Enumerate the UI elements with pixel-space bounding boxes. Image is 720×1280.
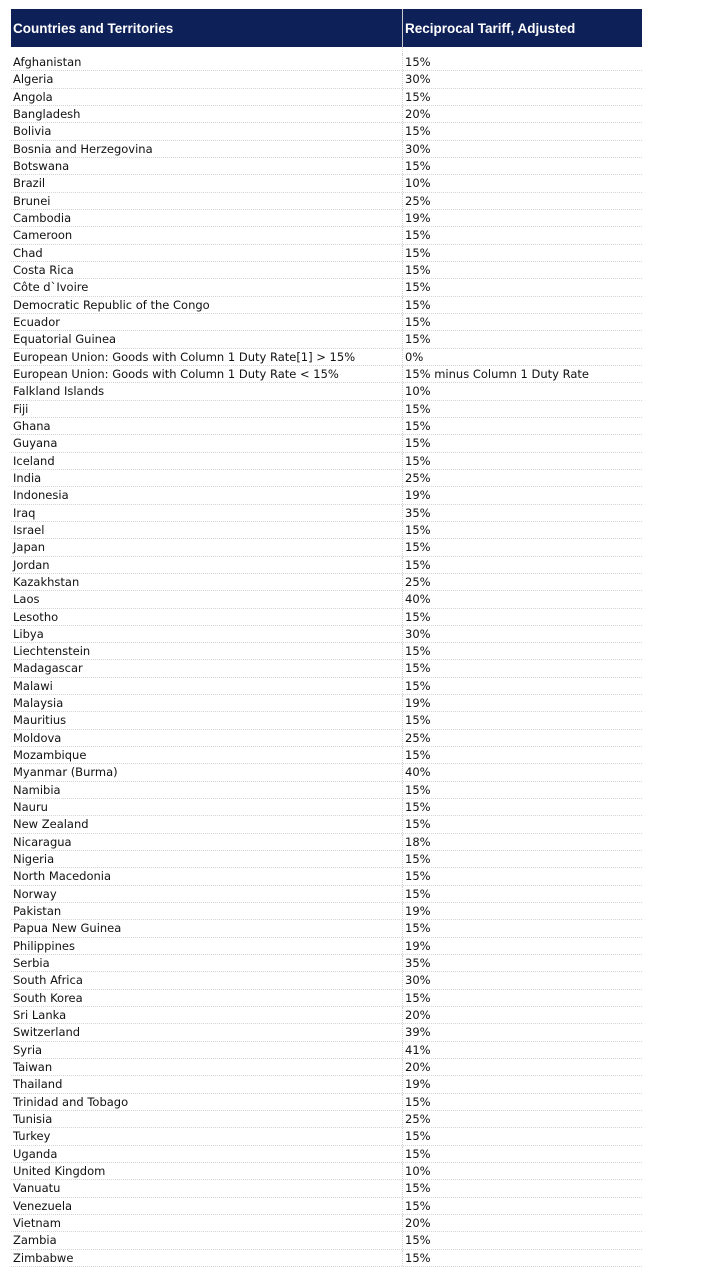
tariff-cell[interactable]: 10% bbox=[405, 384, 431, 399]
tariff-cell[interactable]: 15% bbox=[405, 661, 431, 676]
tariff-cell[interactable]: 15% bbox=[405, 800, 431, 815]
tariff-cell[interactable]: 15% bbox=[405, 990, 431, 1005]
table-row bbox=[11, 799, 642, 816]
table-row bbox=[11, 1250, 642, 1267]
header-tariff[interactable]: Reciprocal Tariff, Adjusted bbox=[405, 20, 576, 36]
tariff-cell[interactable]: 15% bbox=[405, 1250, 431, 1265]
country-cell[interactable]: Namibia bbox=[11, 782, 403, 798]
table-row bbox=[11, 591, 642, 608]
country-cell[interactable]: Nigeria bbox=[11, 851, 403, 867]
table-row bbox=[11, 955, 642, 972]
tariff-cell[interactable]: 15% bbox=[405, 1233, 431, 1248]
tariff-cell[interactable]: 15% bbox=[405, 609, 431, 624]
tariff-cell[interactable]: 20% bbox=[405, 1008, 431, 1023]
tariff-cell[interactable]: 15% bbox=[405, 644, 431, 659]
table-row bbox=[11, 279, 642, 296]
country-cell[interactable]: Côte d`Ivoire bbox=[11, 279, 403, 295]
tariff-cell[interactable]: 25% bbox=[405, 730, 431, 745]
table-row bbox=[11, 314, 642, 331]
country-cell[interactable]: Guyana bbox=[11, 435, 403, 451]
tariff-cell[interactable]: 20% bbox=[405, 1060, 431, 1075]
country-cell[interactable]: Thailand bbox=[11, 1076, 403, 1092]
country-cell[interactable]: Turkey bbox=[11, 1128, 403, 1144]
tariff-cell[interactable]: 10% bbox=[405, 1164, 431, 1178]
table-row bbox=[11, 331, 642, 348]
table-row bbox=[11, 210, 642, 227]
tariff-cell[interactable]: 15% bbox=[405, 262, 431, 277]
tariff-cell[interactable]: 19% bbox=[405, 488, 431, 503]
country-cell[interactable]: Vanuatu bbox=[11, 1180, 403, 1196]
tariff-cell[interactable]: 15% bbox=[405, 1129, 431, 1144]
table-row bbox=[11, 383, 642, 400]
tariff-cell[interactable]: 15% bbox=[405, 713, 431, 728]
tariff-cell[interactable]: 15% bbox=[405, 540, 431, 555]
country-cell[interactable]: Ghana bbox=[11, 418, 403, 434]
tariff-cell[interactable]: 15% bbox=[405, 869, 431, 884]
country-cell[interactable]: Brazil bbox=[11, 175, 403, 191]
country-cell[interactable]: Venezuela bbox=[11, 1198, 403, 1214]
tariff-cell[interactable]: 15% bbox=[405, 55, 431, 69]
table-row bbox=[11, 401, 642, 418]
table-row bbox=[11, 938, 642, 955]
tariff-cell[interactable]: 15% bbox=[405, 158, 431, 173]
table-row bbox=[11, 730, 642, 747]
table-row bbox=[11, 487, 642, 504]
country-cell[interactable]: Pakistan bbox=[11, 903, 403, 919]
table-row bbox=[11, 609, 642, 626]
table-row bbox=[11, 678, 642, 695]
tariff-cell[interactable]: 19% bbox=[405, 210, 431, 225]
country-cell[interactable]: Nauru bbox=[11, 799, 403, 815]
table-row bbox=[11, 1042, 642, 1059]
country-cell[interactable]: Taiwan bbox=[11, 1059, 403, 1075]
table-row bbox=[11, 1059, 642, 1076]
spacer-cell bbox=[11, 47, 403, 54]
header-spacer bbox=[11, 47, 642, 54]
country-cell[interactable]: North Macedonia bbox=[11, 868, 403, 884]
country-cell[interactable]: Afghanistan bbox=[11, 54, 403, 70]
table-row bbox=[11, 851, 642, 868]
table-body bbox=[11, 54, 642, 1267]
country-cell[interactable]: Malaysia bbox=[11, 695, 403, 711]
table-row bbox=[11, 990, 642, 1007]
table-row bbox=[11, 227, 642, 244]
country-cell[interactable]: Malawi bbox=[11, 678, 403, 694]
country-cell[interactable]: Cameroon bbox=[11, 227, 403, 243]
country-cell[interactable]: Brunei bbox=[11, 193, 403, 209]
country-cell[interactable]: New Zealand bbox=[11, 816, 403, 832]
tariff-cell[interactable]: 15% bbox=[405, 921, 431, 936]
table-row bbox=[11, 262, 642, 279]
country-cell[interactable]: India bbox=[11, 470, 403, 486]
country-cell[interactable]: Papua New Guinea bbox=[11, 920, 403, 936]
tariff-cell[interactable]: 15% bbox=[405, 817, 431, 832]
country-cell[interactable]: Indonesia bbox=[11, 487, 403, 503]
table-row bbox=[11, 54, 642, 71]
country-cell[interactable]: Mauritius bbox=[11, 712, 403, 728]
table-row bbox=[11, 1163, 642, 1180]
country-cell[interactable]: Botswana bbox=[11, 158, 403, 174]
country-cell[interactable]: Angola bbox=[11, 89, 403, 105]
country-cell[interactable]: Uganda bbox=[11, 1146, 403, 1162]
tariff-cell[interactable]: 40% bbox=[405, 765, 431, 780]
table-row bbox=[11, 539, 642, 556]
table-row bbox=[11, 89, 642, 106]
table-row bbox=[11, 366, 642, 383]
tariff-cell[interactable]: 15% bbox=[405, 1146, 431, 1161]
country-cell[interactable]: Mozambique bbox=[11, 747, 403, 763]
tariff-cell[interactable]: 15% bbox=[405, 678, 431, 693]
country-cell[interactable]: Lesotho bbox=[11, 609, 403, 625]
country-cell[interactable]: Switzerland bbox=[11, 1024, 403, 1040]
tariff-cell[interactable]: 19% bbox=[405, 904, 431, 919]
table-row bbox=[11, 1076, 642, 1093]
table-row bbox=[11, 764, 642, 781]
tariff-cell[interactable]: 39% bbox=[405, 1025, 431, 1040]
country-cell[interactable]: Syria bbox=[11, 1042, 403, 1058]
country-cell[interactable]: United Kingdom bbox=[11, 1163, 403, 1179]
tariff-cell[interactable]: 15% bbox=[405, 89, 431, 104]
table-header-row bbox=[11, 9, 642, 47]
table-row bbox=[11, 1198, 642, 1215]
table-row bbox=[11, 522, 642, 539]
tariff-cell[interactable]: 25% bbox=[405, 193, 431, 208]
country-cell[interactable]: Algeria bbox=[11, 71, 403, 87]
table-row bbox=[11, 1111, 642, 1128]
table-row bbox=[11, 886, 642, 903]
tariff-cell[interactable]: 15% bbox=[405, 1181, 431, 1196]
tariff-cell[interactable]: 0% bbox=[405, 349, 424, 364]
table-row bbox=[11, 297, 642, 314]
country-cell[interactable]: Zambia bbox=[11, 1232, 403, 1248]
table-row bbox=[11, 712, 642, 729]
tariff-cell[interactable]: 30% bbox=[405, 141, 431, 156]
table-row bbox=[11, 643, 642, 660]
table-row bbox=[11, 349, 642, 366]
table-row bbox=[11, 834, 642, 851]
country-cell[interactable]: Laos bbox=[11, 591, 403, 607]
tariff-cell[interactable]: 15% bbox=[405, 886, 431, 901]
tariff-cell[interactable]: 18% bbox=[405, 834, 431, 849]
tariff-cell[interactable]: 19% bbox=[405, 1077, 431, 1092]
tariff-cell[interactable]: 20% bbox=[405, 106, 431, 121]
table-row bbox=[11, 453, 642, 470]
tariff-table bbox=[11, 9, 642, 1267]
header-countries[interactable]: Countries and Territories bbox=[11, 9, 403, 47]
country-cell[interactable]: Vietnam bbox=[11, 1215, 403, 1231]
country-cell[interactable]: Costa Rica bbox=[11, 262, 403, 278]
tariff-cell[interactable]: 30% bbox=[405, 973, 431, 988]
table-row bbox=[11, 574, 642, 591]
country-cell[interactable]: Democratic Republic of the Congo bbox=[11, 297, 403, 313]
table-row bbox=[11, 626, 642, 643]
tariff-cell[interactable]: 15% bbox=[405, 748, 431, 763]
country-cell[interactable]: Falkland Islands bbox=[11, 383, 403, 399]
table-row bbox=[11, 505, 642, 522]
tariff-cell[interactable]: 25% bbox=[405, 574, 431, 589]
table-row bbox=[11, 972, 642, 989]
tariff-cell[interactable]: 15% bbox=[405, 245, 431, 260]
country-cell[interactable]: Myanmar (Burma) bbox=[11, 764, 403, 780]
country-cell[interactable]: European Union: Goods with Column 1 Duty Rate[1] > 15% bbox=[11, 349, 403, 365]
table-row bbox=[11, 1024, 642, 1041]
country-cell[interactable]: Liechtenstein bbox=[11, 643, 403, 659]
country-cell[interactable]: Chad bbox=[11, 245, 403, 261]
country-cell[interactable]: Tunisia bbox=[11, 1111, 403, 1127]
table-row bbox=[11, 123, 642, 140]
country-cell[interactable]: Bangladesh bbox=[11, 106, 403, 122]
table-row bbox=[11, 868, 642, 885]
country-cell[interactable]: Iraq bbox=[11, 505, 403, 521]
table-row bbox=[11, 71, 642, 88]
tariff-cell[interactable]: 35% bbox=[405, 505, 431, 520]
country-cell[interactable]: South Africa bbox=[11, 972, 403, 988]
tariff-cell[interactable]: 15% bbox=[405, 418, 431, 433]
table-row bbox=[11, 1007, 642, 1024]
tariff-cell[interactable]: 25% bbox=[405, 1112, 431, 1127]
tariff-cell[interactable]: 15% bbox=[405, 522, 431, 537]
country-cell[interactable]: Bolivia bbox=[11, 123, 403, 139]
country-cell[interactable]: South Korea bbox=[11, 990, 403, 1006]
tariff-cell[interactable]: 15% bbox=[405, 314, 431, 329]
table-row bbox=[11, 1128, 642, 1145]
table-row bbox=[11, 1232, 642, 1249]
country-cell[interactable]: Serbia bbox=[11, 955, 403, 971]
tariff-cell[interactable]: 15% bbox=[405, 557, 431, 572]
tariff-cell[interactable]: 15% bbox=[405, 1094, 431, 1109]
tariff-cell[interactable]: 15% bbox=[405, 1198, 431, 1213]
table-row bbox=[11, 175, 642, 192]
tariff-cell[interactable]: 15% bbox=[405, 436, 431, 451]
country-cell[interactable]: Philippines bbox=[11, 938, 403, 954]
tariff-cell[interactable]: 15% bbox=[405, 280, 431, 295]
country-cell[interactable]: Cambodia bbox=[11, 210, 403, 226]
table-row bbox=[11, 816, 642, 833]
country-cell[interactable]: Madagascar bbox=[11, 660, 403, 676]
country-cell[interactable]: Nicaragua bbox=[11, 834, 403, 850]
table-row bbox=[11, 1215, 642, 1232]
tariff-cell[interactable]: 20% bbox=[405, 1215, 431, 1230]
tariff-cell[interactable]: 30% bbox=[405, 72, 431, 87]
country-cell[interactable]: Sri Lanka bbox=[11, 1007, 403, 1023]
tariff-cell[interactable]: 15% bbox=[405, 332, 431, 347]
country-cell[interactable]: Jordan bbox=[11, 557, 403, 573]
country-cell[interactable]: Israel bbox=[11, 522, 403, 538]
tariff-cell[interactable]: 41% bbox=[405, 1042, 431, 1057]
tariff-cell[interactable]: 19% bbox=[405, 696, 431, 711]
table-row bbox=[11, 903, 642, 920]
country-cell[interactable]: Japan bbox=[11, 539, 403, 555]
table-row bbox=[11, 106, 642, 123]
country-cell[interactable]: Trinidad and Tobago bbox=[11, 1094, 403, 1110]
country-cell[interactable]: Kazakhstan bbox=[11, 574, 403, 590]
tariff-cell[interactable]: 19% bbox=[405, 938, 431, 953]
country-cell[interactable]: Moldova bbox=[11, 730, 403, 746]
table-row bbox=[11, 782, 642, 799]
table-row bbox=[11, 193, 642, 210]
table-row bbox=[11, 141, 642, 158]
table-row bbox=[11, 418, 642, 435]
table-row bbox=[11, 1146, 642, 1163]
country-cell[interactable]: Ecuador bbox=[11, 314, 403, 330]
table-row bbox=[11, 1180, 642, 1197]
table-row bbox=[11, 158, 642, 175]
tariff-cell[interactable]: 15% bbox=[405, 852, 431, 867]
country-cell[interactable]: Equatorial Guinea bbox=[11, 331, 403, 347]
table-row bbox=[11, 1094, 642, 1111]
tariff-cell[interactable]: 15% bbox=[405, 453, 431, 468]
tariff-cell[interactable]: 15% bbox=[405, 124, 431, 139]
tariff-cell[interactable]: 15% minus Column 1 Duty Rate bbox=[405, 366, 589, 381]
tariff-cell[interactable]: 35% bbox=[405, 956, 431, 971]
tariff-cell[interactable]: 15% bbox=[405, 782, 431, 797]
tariff-cell[interactable]: 25% bbox=[405, 470, 431, 485]
country-cell[interactable]: Norway bbox=[11, 886, 403, 902]
table-row bbox=[11, 747, 642, 764]
tariff-cell[interactable]: 10% bbox=[405, 176, 431, 191]
country-cell[interactable]: Bosnia and Herzegovina bbox=[11, 141, 403, 157]
country-cell[interactable]: European Union: Goods with Column 1 Duty Rate < 15% bbox=[11, 366, 403, 382]
tariff-cell[interactable]: 40% bbox=[405, 592, 431, 607]
country-cell[interactable]: Fiji bbox=[11, 401, 403, 417]
tariff-cell[interactable]: 15% bbox=[405, 401, 431, 416]
country-cell[interactable]: Zimbabwe bbox=[11, 1250, 403, 1266]
tariff-cell[interactable]: 15% bbox=[405, 228, 431, 243]
table-row bbox=[11, 470, 642, 487]
table-row bbox=[11, 557, 642, 574]
country-cell[interactable]: Iceland bbox=[11, 453, 403, 469]
country-cell[interactable]: Libya bbox=[11, 626, 403, 642]
table-row bbox=[11, 435, 642, 452]
tariff-cell[interactable]: 15% bbox=[405, 297, 431, 312]
table-row bbox=[11, 245, 642, 262]
tariff-cell[interactable]: 30% bbox=[405, 626, 431, 641]
table-row bbox=[11, 660, 642, 677]
table-row bbox=[11, 695, 642, 712]
table-row bbox=[11, 920, 642, 937]
